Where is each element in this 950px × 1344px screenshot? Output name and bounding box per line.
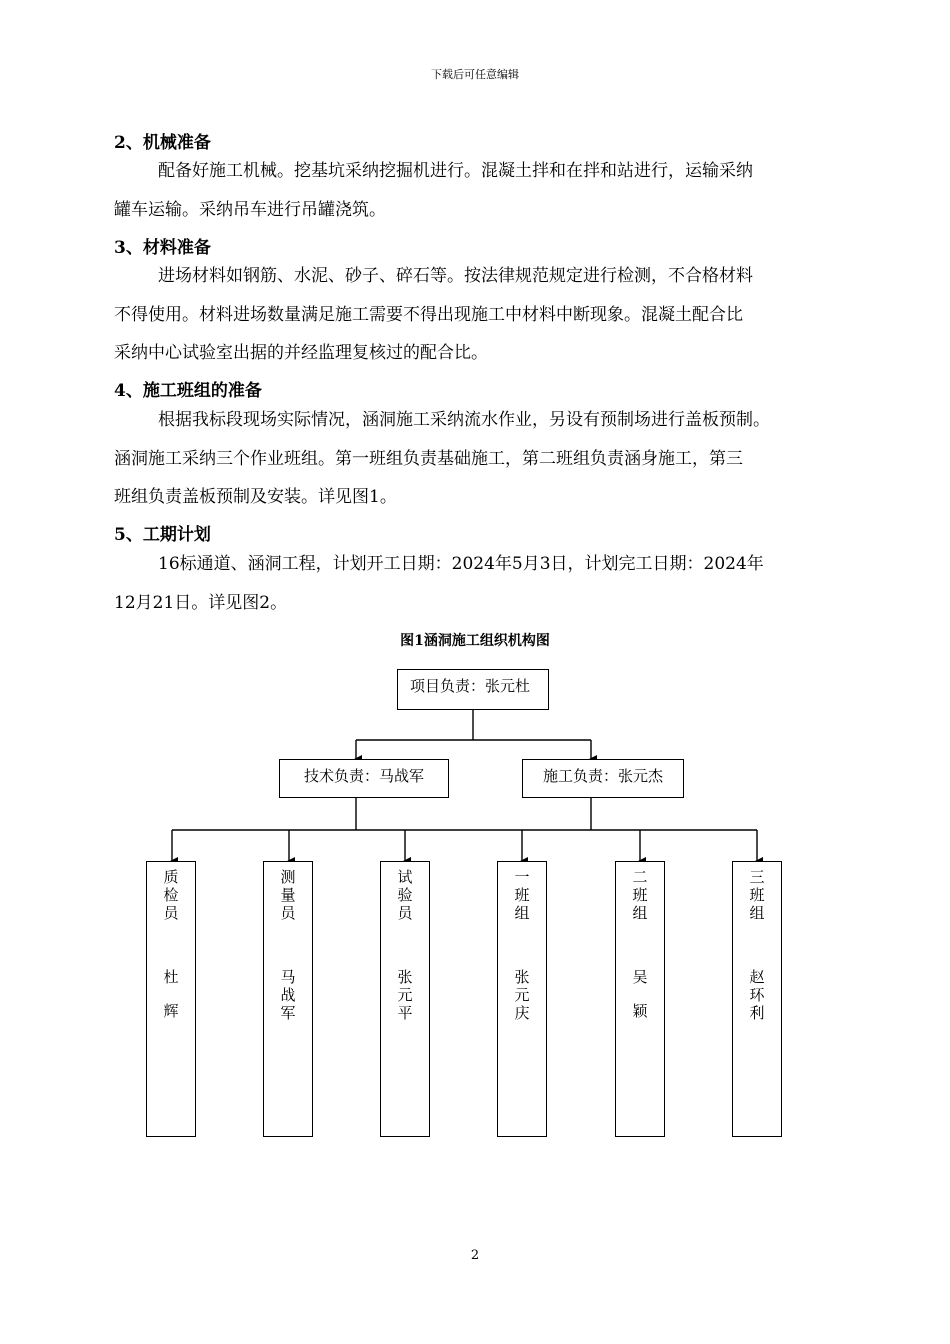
- text-line: 涵洞施工采纳三个作业班组。第一班组负责基础施工，第二班组负责涵身施工，第三: [114, 448, 743, 469]
- section-heading-teams: 4、施工班组的准备: [114, 381, 262, 401]
- section-heading-materials: 3、材料准备: [114, 238, 211, 258]
- section-heading-machinery: 2、机械准备: [114, 133, 211, 153]
- page-number: 2: [470, 1248, 480, 1263]
- node-role: 一班组: [514, 868, 530, 922]
- node-person: 马战军: [280, 968, 296, 1022]
- org-node-team-one: [497, 861, 547, 1137]
- section-heading-schedule: 5、工期计划: [114, 525, 211, 545]
- node-role: 三班组: [749, 868, 765, 922]
- figure-title: 图1涵洞施工组织机构图: [400, 633, 550, 649]
- org-node-team-two: [615, 861, 665, 1137]
- node-label: 项目负责：张元杜: [410, 677, 531, 695]
- paragraph-schedule: [114, 545, 842, 622]
- text-line: 16标通道、涵洞工程，计划开工日期：2024年5月3日，计划完工日期：2024年: [158, 554, 764, 574]
- org-node-team-three: [732, 861, 782, 1137]
- text-line: 配备好施工机械。挖基坑采纳挖掘机进行。混凝土拌和在拌和站进行，运输采纳: [158, 161, 753, 181]
- org-node-quality-inspector: [146, 861, 196, 1137]
- text-line: 班组负责盖板预制及安装。详见图1。: [114, 487, 397, 507]
- org-node-tester: [380, 861, 430, 1137]
- node-person: 张元平: [397, 968, 413, 1022]
- node-label: 技术负责：马战军: [303, 767, 424, 785]
- node-role: 二班组: [632, 868, 648, 922]
- org-node-technical-lead: [279, 759, 449, 798]
- node-person: 吴颖: [632, 968, 648, 1020]
- node-role: 试验员: [397, 868, 413, 922]
- page-header: 下载后可任意编辑: [431, 68, 519, 81]
- text-line: 采纳中心试验室出据的并经监理复核过的配合比。: [114, 343, 488, 363]
- paragraph-machinery: [114, 152, 842, 229]
- paragraph-materials: [114, 257, 842, 373]
- org-node-construction-lead: [522, 759, 684, 798]
- node-person: 张元庆: [514, 968, 530, 1022]
- org-node-project-lead: [397, 669, 549, 710]
- org-node-surveyor: [263, 861, 313, 1137]
- text-line: 不得使用。材料进场数量满足施工需要不得出现施工中材料中断现象。混凝土配合比: [114, 304, 743, 325]
- text-line: 12月21日。详见图2。: [114, 592, 288, 613]
- text-line: 根据我标段现场实际情况，涵洞施工采纳流水作业，另设有预制场进行盖板预制。: [158, 410, 770, 430]
- node-person: 杜辉: [163, 968, 179, 1020]
- paragraph-teams: [114, 401, 842, 517]
- node-role: 测量员: [280, 868, 296, 922]
- node-role: 质检员: [163, 868, 179, 922]
- text-line: 罐车运输。采纳吊车进行吊罐浇筑。: [114, 199, 386, 220]
- node-label: 施工负责：张元杰: [542, 767, 663, 785]
- text-line: 进场材料如钢筋、水泥、砂子、碎石等。按法律规范规定进行检测，不合格材料: [158, 266, 753, 286]
- node-person: 赵环利: [749, 968, 765, 1022]
